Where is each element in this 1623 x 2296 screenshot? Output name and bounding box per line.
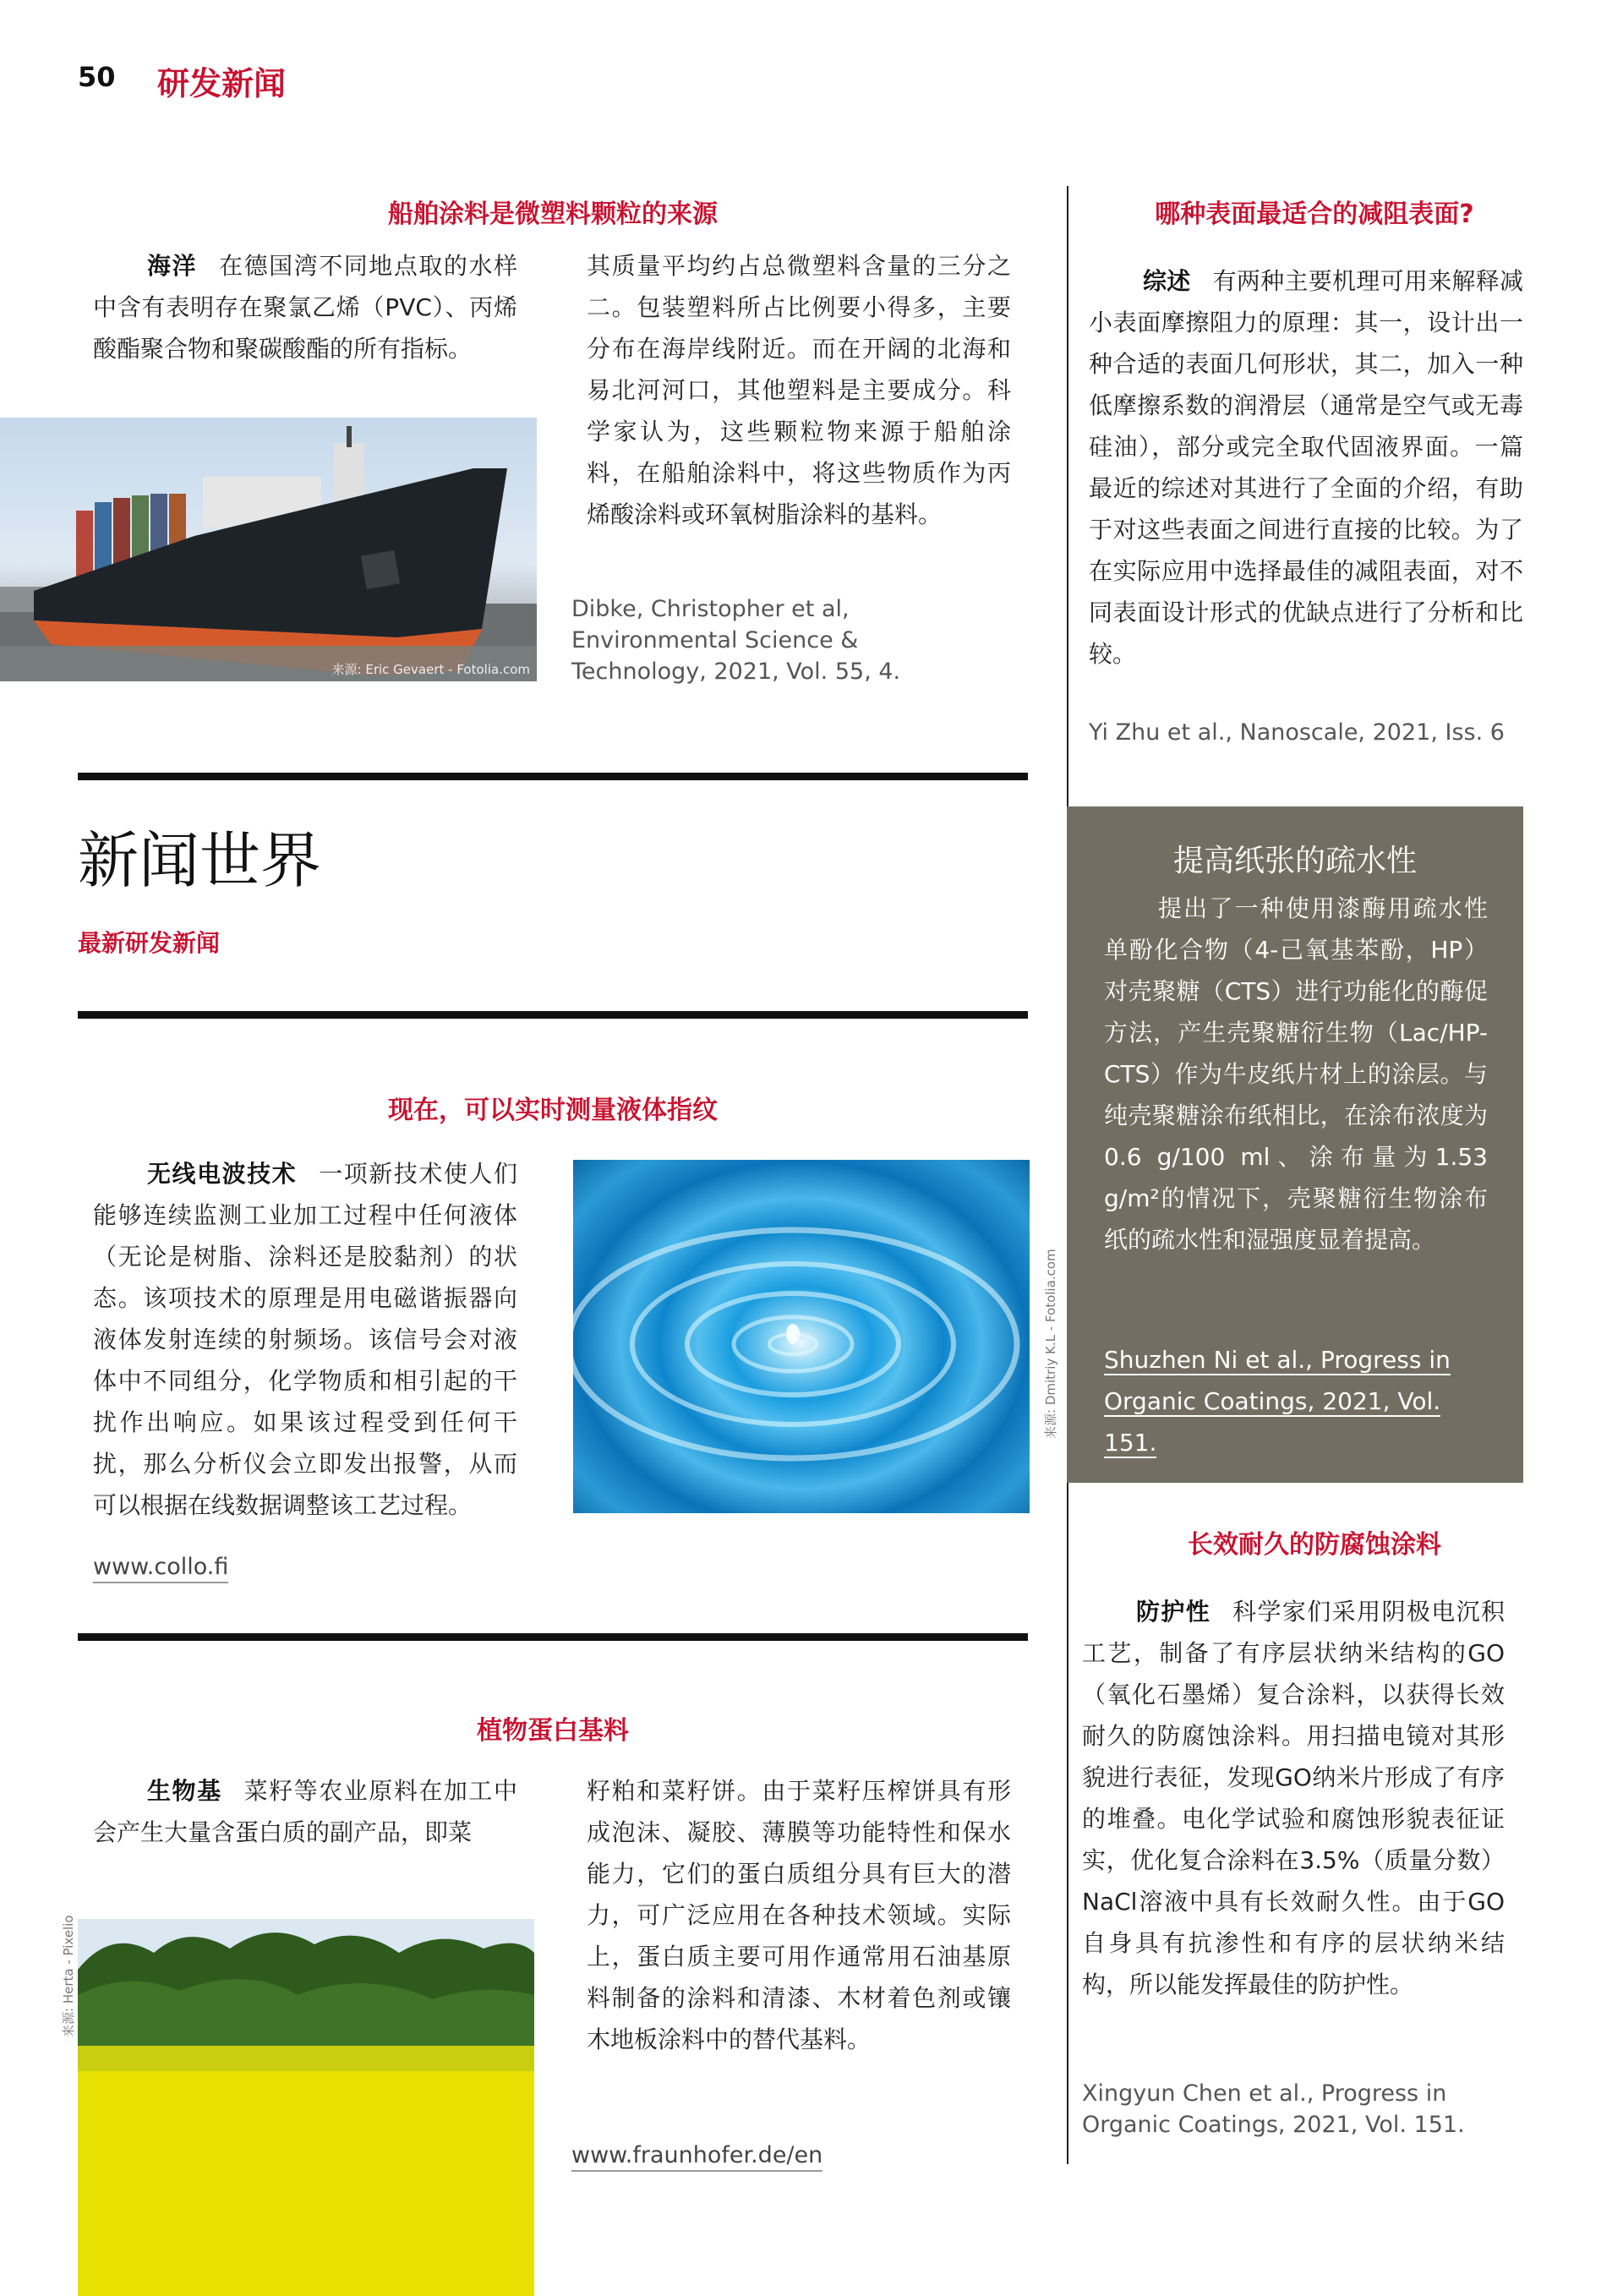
- article-title: 植物蛋白基料: [477, 1716, 629, 1746]
- article-lead: 防护性: [1136, 1598, 1211, 1626]
- article-lead: 生物基: [147, 1777, 222, 1805]
- article-body-continued: 籽粕和菜籽饼。由于菜籽压榨饼具有形成泡沫、凝胶、薄膜等功能特性和保水能力，它们的蛋白质组分具有巨大的潜力，可广泛应用在各种技术领域。实际上，蛋白质主要可用作通常用石油基原料制备的涂料和清漆、木材着色剂或镶木地板涂料中的替代基料。: [587, 1777, 1011, 2053]
- field-illustration: [78, 1919, 534, 2296]
- news-world-title: 新闻世界: [78, 825, 322, 896]
- article-reference: Yi Zhu et al., Nanoscale, 2021, Iss. 6: [1089, 719, 1505, 746]
- section-title: 研发新闻: [157, 65, 287, 102]
- article-reference: Xingyun Chen et al., Progress in Organic Coatings, 2021, Vol. 151.: [1082, 2080, 1465, 2138]
- section-rule: [78, 1011, 1028, 1019]
- article-title: 现在，可以实时测量液体指纹: [388, 1096, 718, 1125]
- ship-illustration: [0, 418, 537, 681]
- article-reference: Shuzhen Ni et al., Progress in Organic Coatings, 2021, Vol. 151.: [1104, 1346, 1451, 1457]
- photo-credit: 来源: Eric Gevaert - Fotolia.com: [331, 662, 530, 677]
- article-body: 生物基 菜籽等农业原料在加工中会产生大量含蛋白质的副产品，即菜: [93, 1777, 517, 1846]
- water-drop-photo: [573, 1160, 1030, 1513]
- article-title: 船舶涂料是微塑料颗粒的来源: [388, 200, 718, 229]
- article-title: 长效耐久的防腐蚀涂料: [1188, 1530, 1441, 1560]
- article-body-continued: 其质量平均约占总微塑料含量的三分之二。包装塑料所占比例要小得多，主要分布在海岸线附近。而在开阔的北海和易北河河口，其他塑料是主要成分。科学家认为，这些颗粒物来源于船舶涂料，在船舶涂料中，将这些物质作为丙烯酸涂料或环氧树脂涂料的基料。: [587, 252, 1011, 528]
- article-lead: 综述: [1143, 267, 1191, 295]
- article-lead: 无线电波技术: [147, 1160, 298, 1188]
- article-reference: Dibke, Christopher et al, Environmental Science & Technology, 2021, Vol. 55, 4.: [571, 596, 901, 685]
- article-body: 无线电波技术 一项新技术使人们能够连续监测工业加工过程中任何液体（无论是树脂、涂料还是胶黏剂）的状态。该项技术的原理是用电磁谐振器向液体发射连续的射频场。该信号会对液体中不同组分，化学物质和相引起的干扰作出响应。如果该过程受到任何干扰，那么分析仪会立即发出报警，从而可以根据在线数据调整该工艺过程。: [93, 1160, 517, 1519]
- section-rule: [78, 1633, 1028, 1641]
- news-world-subtitle: 最新研发新闻: [78, 929, 221, 957]
- page-number: 50: [78, 61, 116, 93]
- article-link[interactable]: www.collo.fi: [93, 1554, 228, 1583]
- photo-credit: 来源: Herta - Pixelio: [61, 1915, 76, 2037]
- article-body: 海洋 在德国湾不同地点取的水样中含有表明存在聚氯乙烯（PVC）、丙烯酸酯聚合物和聚碳酸酯的所有指标。: [93, 252, 517, 363]
- column-divider: [1067, 186, 1068, 806]
- article-lead: 海洋: [147, 252, 198, 280]
- ship-photo: [0, 418, 537, 681]
- section-rule: [78, 773, 1028, 780]
- article-body: 提出了一种使用漆酶用疏水性单酚化合物（4-己氧基苯酚，HP）对壳聚糖（CTS）进行功能化的酶促方法，产生壳聚糖衍生物（Lac/HP-CTS）作为牛皮纸片材上的涂层。与纯壳聚糖涂布纸相比，在涂布浓度为0.6 g/100 ml、涂布量为1.53 g/m²的情况下，壳聚糖衍生物涂布纸的疏水性和湿强度显着提高。: [1104, 894, 1488, 1254]
- rapeseed-field-photo: [78, 1919, 534, 2296]
- article-body: 防护性 科学家们采用阴极电沉积工艺，制备了有序层状纳米结构的GO（氧化石墨烯）复合涂料，以获得长效耐久的防腐蚀涂料。用扫描电镜对其形貌进行表征，发现GO纳米片形成了有序的堆叠。电化学试验和腐蚀形貌表征证实，优化复合涂料在3.5%（质量分数）NaCl溶液中具有长效耐久性。由于GO自身具有抗渗性和有序的层状纳米结构，所以能发挥最佳的防护性。: [1082, 1598, 1505, 1998]
- article-title: 哪种表面最适合的减阻表面?: [1155, 200, 1474, 229]
- column-divider: [1067, 1483, 1068, 2164]
- article-link[interactable]: www.fraunhofer.de/en: [571, 2142, 822, 2172]
- article-body: 综述 有两种主要机理可用来解释减小表面摩擦阻力的原理：其一，设计出一种合适的表面几何形状，其二，加入一种低摩擦系数的润滑层（通常是空气或无毒硅油），部分或完全取代固液界面。一篇最近的综述对其进行了全面的介绍，有助于对这些表面之间进行直接的比较。为了在实际应用中选择最佳的减阻表面，对不同表面设计形式的优缺点进行了分析和比较。: [1089, 267, 1523, 668]
- article-title: 提高纸张的疏水性: [1172, 844, 1417, 878]
- photo-credit: 来源: Dmitriy K.L - Fotolia.com: [1043, 1249, 1058, 1439]
- ripple-illustration: [573, 1160, 1030, 1513]
